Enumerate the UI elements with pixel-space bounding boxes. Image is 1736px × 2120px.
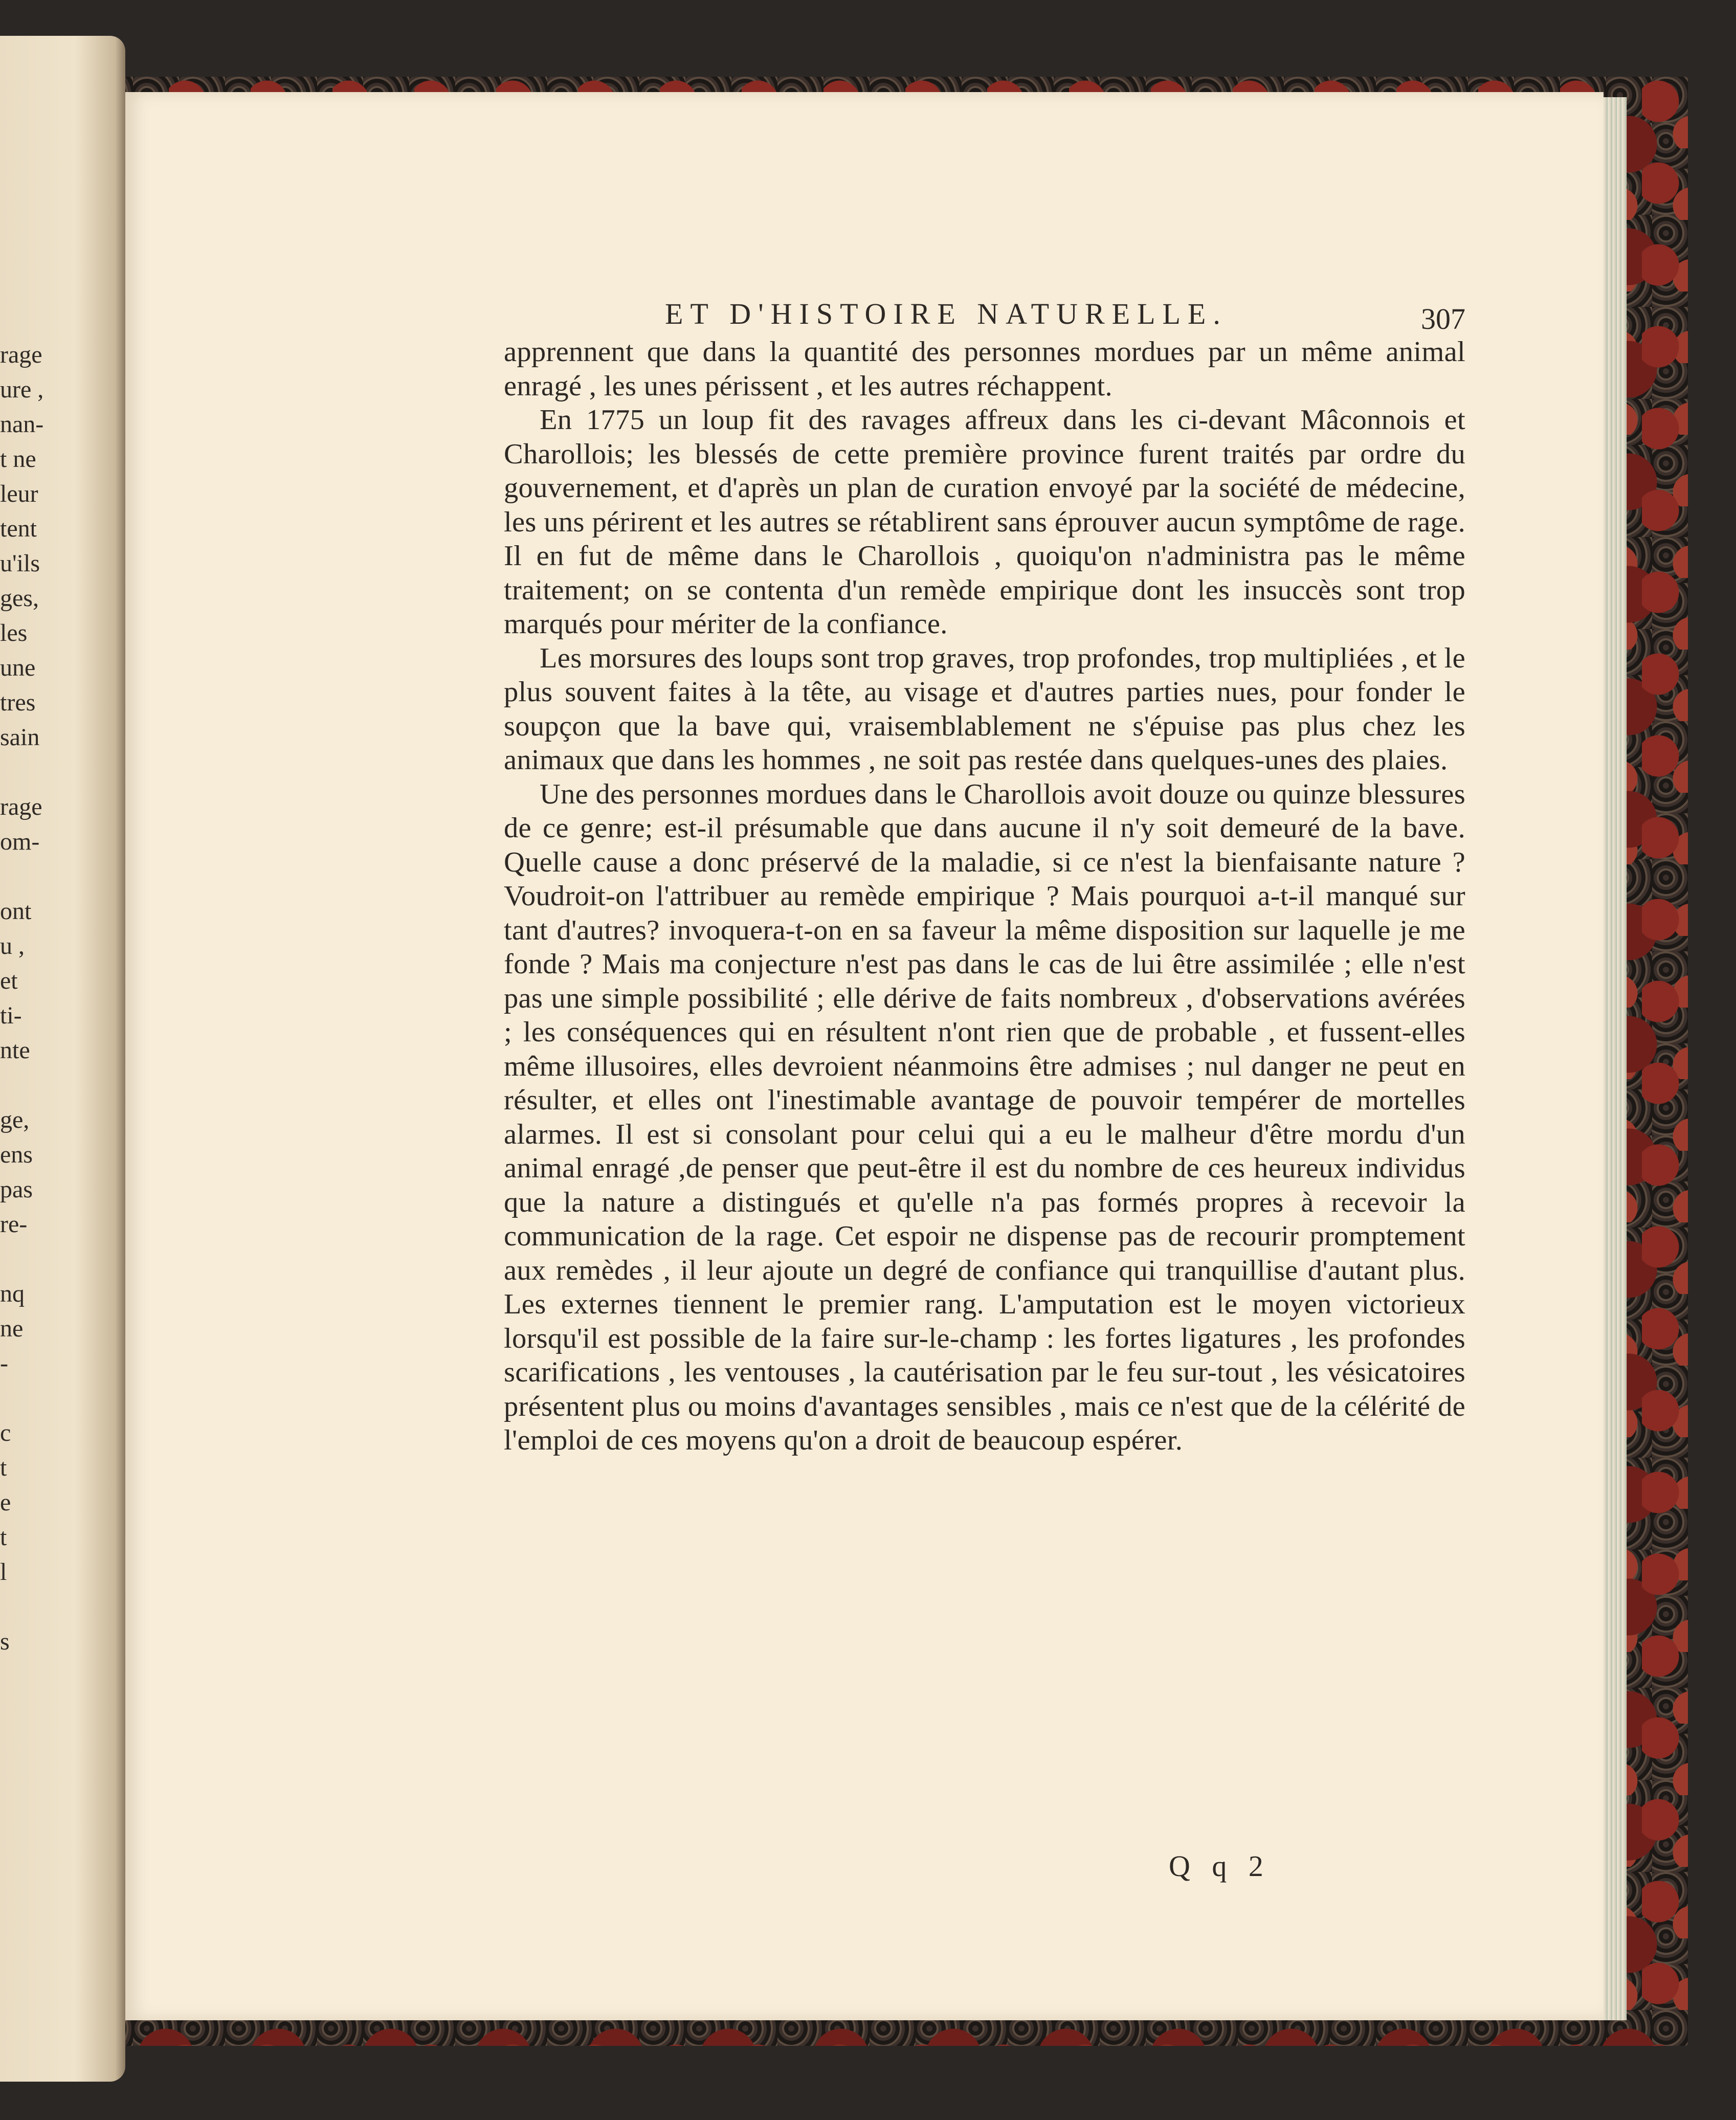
left-page-fragment: t (0, 1524, 7, 1551)
left-page-fragment: rage (0, 341, 42, 368)
page-number: 307 (1421, 302, 1465, 336)
left-page-fragment: ne (0, 1315, 24, 1342)
body-text (504, 335, 1465, 1458)
left-page-fragment: sain (0, 724, 40, 751)
left-page-fragment: une (0, 654, 36, 681)
book-page (125, 92, 1604, 2020)
left-page-fragment: u , (0, 932, 25, 959)
left-page-fragment: l (0, 1558, 7, 1586)
left-page-fragment: les (0, 619, 28, 646)
left-page-fragment: u'ils (0, 550, 40, 577)
left-page-fragment: nte (0, 1037, 30, 1064)
left-page-fragment: ges, (0, 585, 39, 612)
left-page-fragment (0, 1068, 51, 1103)
left-page-fragment: leur (0, 480, 38, 507)
facing-left-page (0, 36, 125, 2082)
left-page-fragment (0, 1590, 51, 1624)
paragraph-continuation: apprennent que dans la quantité des personnes mordues par un même animal enragé , les unes périssent , et les autres réchappent. (504, 336, 1465, 402)
left-page-fragment: e (0, 1489, 11, 1516)
left-page-fragment (0, 1242, 51, 1277)
left-page-fragment: tres (0, 689, 36, 716)
left-page-text-fragments (0, 338, 51, 1659)
left-page-fragment: s (0, 1628, 10, 1655)
left-page-fragment (0, 1381, 51, 1416)
left-page-fragment (0, 755, 51, 790)
paragraph: Une des personnes mordues dans le Charollois avoit douze ou quinze blessures de ce genre; est-il présumable que dans aucune il n'y soit demeuré de la bave. Quelle cause a donc préservé de la maladie, si ce n'est la bienfaisante nature ? Voudroit-on l'attribuer au remède empirique ? Mais pourquoi a-t-il manqué sur tant d'autres? invoquera-t-on en sa faveur la même disposition sur laquelle je me fonde ? Mais ma conjecture n'est pas dans le cas de lui être assimilée ; elle n'est pas une simple possibilité ; elle dérive de faits nombreux , d'observations avérées ; les conséquences qui en résultent n'ont rien que de probable , et fussent-elles même illusoires, elles devroient néanmoins être admises ; nul danger ne peut en résulter, et elles ont l'inestimable avantage de pouvoir tempérer de mortelles alarmes. Il est si consolant pour celui qui a eu le malheur d'être mordu d'un animal enragé ,de penser que peut-être il est du nombre de ces heureux individus que la nature a distingués et qu'elle n'a pas formés propres à recevoir la communication de la rage. Cet espoir ne dispense pas de recourir promptement aux remèdes , il leur ajoute un degré de confiance qui tranquillise d'autant plus. Les externes tiennent le premier rang. L'amputation est le moyen victorieux lorsqu'il est possible de la faire sur-le-champ : les fortes ligatures , les profondes scarifications , les ventouses , la cautérisation par le feu sur-tout , les vésicatoires présentent plus ou moins d'avantages sensibles , mais ce n'est que de la célérité de l'emploi de ces moyens qu'on a droit de beaucoup espérer. (504, 778, 1465, 1456)
left-page-fragment: t (0, 1454, 7, 1481)
left-page-fragment: tent (0, 515, 37, 542)
left-page-fragment: nan- (0, 411, 44, 438)
left-page-fragment: ens (0, 1141, 33, 1168)
left-page-fragment: c (0, 1419, 11, 1446)
left-page-fragment: et (0, 967, 18, 994)
left-page-fragment: ure , (0, 376, 44, 403)
left-page-fragment: ont (0, 898, 32, 925)
left-page-fragment: - (0, 1350, 8, 1377)
paragraph: En 1775 un loup fit des ravages affreux dans les ci-devant Mâconnois et Charollois; les blessés de cette première province furent traités par ordre du gouvernement, et d'après un plan de curation envoyé par la société de médecine, les uns périrent et les autres se rétablirent sans éprouver aucun symptôme de rage. Il en fut de même dans le Charollois , quoiqu'on n'administra pas le même traitement; on se contenta d'un remède empirique dont les insuccès sont trop marqués pour mériter de la confiance. (504, 404, 1465, 640)
page-header (550, 297, 1465, 338)
left-page-fragment: rage (0, 793, 42, 820)
left-page-fragment: nq (0, 1280, 25, 1307)
signature-mark: Q q 2 (1169, 1849, 1271, 1883)
left-page-fragment (0, 859, 51, 894)
running-title: ET D'HISTOIRE NATURELLE. (665, 297, 1228, 330)
left-page-fragment: re- (0, 1211, 28, 1238)
left-page-fragment: pas (0, 1176, 33, 1203)
left-page-fragment: ge, (0, 1106, 30, 1133)
paragraph: Les morsures des loups sont trop graves, trop profondes, trop multipliées , et le plus souvent faites à la tête, au visage et d'autres parties nues, pour fonder le soupçon que la bave qui, vraisemblablement ne s'épuise pas plus chez les animaux que dans les hommes , ne soit pas restée dans quelques-unes des plaies. (504, 642, 1466, 776)
left-page-fragment: om- (0, 828, 40, 855)
left-page-fragment: t ne (0, 445, 36, 473)
left-page-fragment: ti- (0, 1002, 22, 1029)
